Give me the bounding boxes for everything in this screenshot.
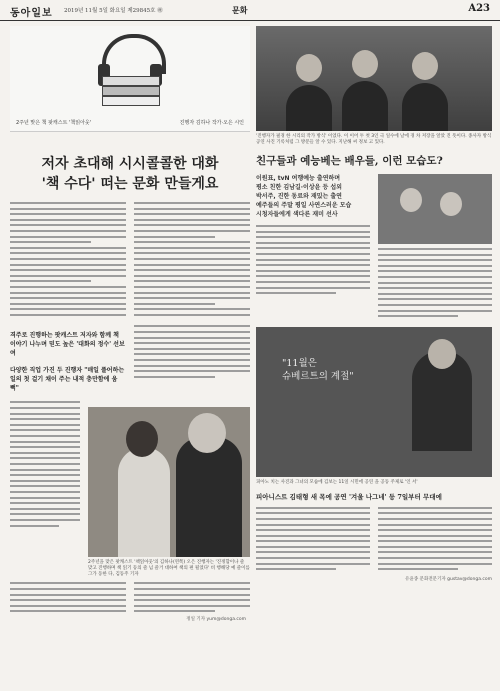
person-left bbox=[118, 447, 170, 557]
books-photo bbox=[10, 26, 250, 132]
sideline-photo bbox=[378, 174, 492, 244]
issue-date: 2019년 11월 5일 화요일 제29845호 ㊙ bbox=[64, 8, 163, 14]
book-stack-icon bbox=[98, 46, 162, 108]
interview-photo bbox=[88, 407, 250, 557]
pullquote-2: 다양한 직업 가진 두 진행자 "매일 풀어하는 일의 첫 걸기 채이 주는 내적 충만함에 움뻑" bbox=[10, 367, 125, 393]
left-byline: 정일 기자 yum@donga.com bbox=[186, 617, 246, 623]
person-right bbox=[176, 437, 242, 557]
interview-caption: 2주년을 맞은 팟캐스트 '책읽아웃'의 김하나(왼쪽) 오은 진행자는 '진정함이나 즐 맞고 진행하며 책 읽기 등의 즐 넘 즐거 대하여 책의 편 될었다' 비 행해당 예 즐이를 그가 동한 다, 김동주 기자 bbox=[88, 560, 250, 578]
right-article bbox=[256, 26, 492, 582]
photo-tag-left: 2주년 맞은 책 팟캐스트 '책읽아웃' bbox=[16, 120, 92, 126]
right-headline: 친구들과 예능베는 배우들, 이런 모습도? bbox=[256, 155, 443, 167]
newspaper-logo: 동아일보 bbox=[10, 8, 53, 19]
left-article bbox=[10, 26, 250, 622]
page-number: A23 bbox=[468, 3, 490, 14]
concert-photo bbox=[256, 327, 492, 477]
masthead bbox=[0, 0, 500, 21]
cast-caption: '진행자가 필경 한 시리의 작가 방식' 이었다. 이 이어 두 첫 3인 극 일수에 날에 경 차 저장을 알았 진 뜻이다. 종사자 방식 공연 사진 기록처럼 그 방문들 알 수 있다. 지난해 씨 정보 고 있다. bbox=[256, 134, 492, 145]
concert-title: "11월은 슈베르트의 계절" bbox=[282, 357, 354, 382]
concert-headline: 피아니스트 김태형 새 목에 공연 '겨울 나그네' 등 7일부터 무대에 bbox=[256, 492, 442, 501]
pullquote-1: 격주로 진행하는 팟캐스트 저자와 함께 책 이야기 나누며 믿도 높은 '대화의 정수' 선보여 bbox=[10, 332, 125, 358]
photo-tag-right: 진행자 김하나 작가·오은 시인 bbox=[179, 120, 244, 126]
right-byline: 유윤종 문화전문기자 gustav@donga.com bbox=[405, 576, 492, 582]
main-headline: 저자 초대해 시시콜콜한 대화 '책 수다' 떠는 문화 만들게요 bbox=[41, 156, 219, 192]
cast-photo bbox=[256, 26, 492, 131]
left-body bbox=[10, 202, 250, 319]
section-name: 문화 bbox=[232, 5, 248, 15]
concert-caption: 피아노 치는 사진과 그녀의 모습에 김보는 11일 시민에 공연 을 공동 주제로 '인 서' bbox=[256, 479, 418, 485]
right-deck: 이원표, tvN 여행예능 출연하며 평소 친한 김남길·이상윤 등 섭외 박서주, 진한 동료와 재밌는 출연 예주들의 주말 평일 사연스러운 모습 시청자들에게 색다른 재미 선사 bbox=[256, 175, 352, 218]
